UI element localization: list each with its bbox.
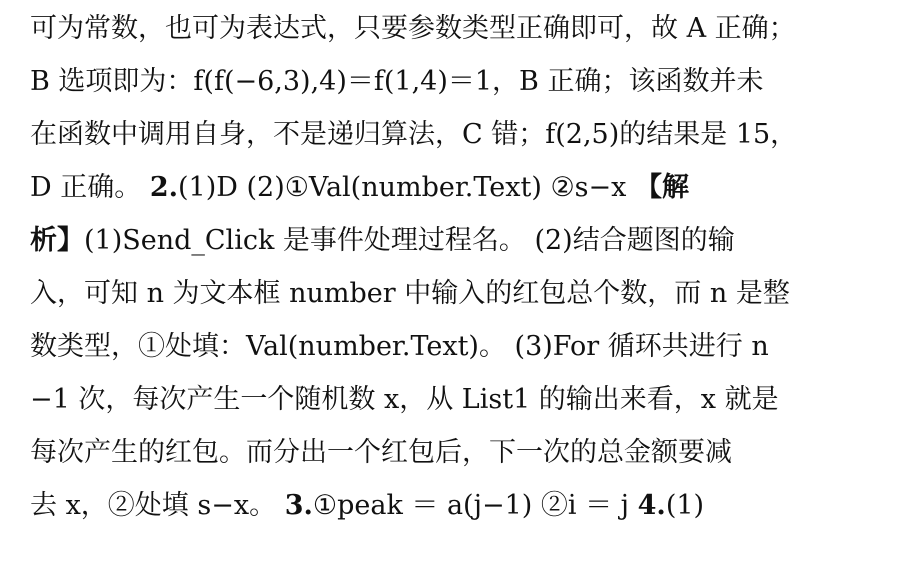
text-line-2 [30, 59, 890, 105]
line-4-part-3: (1)D (2)①Val(number.Text) ②s−x [178, 172, 635, 203]
answer-number-2: 2. [149, 172, 178, 203]
text-line-3 [30, 112, 890, 158]
line-9-text: 每次产生的红包。而分出一个红包后，下一次的总金额要减 [30, 437, 732, 468]
line-1-text: 可为常数，也可为表达式，只要参数类型正确即可，故 A 正确； [30, 13, 796, 44]
line-6-text: 入，可知 n 为文本框 number 中输入的红包总个数，而 n 是整 [30, 278, 790, 309]
text-line-5 [30, 218, 890, 264]
line-5-part-2: (1)Send_Click 是事件处理过程名。 (2)结合题图的输 [84, 225, 735, 256]
answer-number-4: 4. [637, 490, 666, 521]
line-8-text: −1 次，每次产生一个随机数 x，从 List1 的输出来看，x 就是 [30, 384, 779, 415]
line-10-part-3: ①peak ＝ a(j−1) ②i ＝ j [312, 490, 638, 521]
line-7-text: 数类型，①处填：Val(number.Text)。 (3)For 循环共进行 n [30, 331, 769, 362]
answer-number-3: 3. [284, 490, 313, 521]
text-line-1 [30, 6, 890, 52]
analysis-heading-end: 析】 [30, 225, 84, 256]
text-line-8 [30, 377, 890, 423]
line-10-part-5: (1) [665, 490, 705, 521]
text-line-4 [30, 165, 890, 211]
text-line-10 [30, 483, 890, 529]
line-4-part-1: D 正确。 [30, 172, 150, 203]
line-2-text: B 选项即为：f(f(−6,3),4)＝f(1,4)＝1，B 正确；该函数并未 [30, 66, 764, 97]
line-3-text: 在函数中调用自身，不是递归算法，C 错；f(2,5)的结果是 15， [30, 119, 798, 150]
line-10-part-1: 去 x，②处填 s−x。 [30, 490, 285, 521]
text-line-6 [30, 271, 890, 317]
text-line-9 [30, 430, 890, 476]
text-line-7 [30, 324, 890, 370]
analysis-heading-start: 【解 [634, 172, 689, 203]
